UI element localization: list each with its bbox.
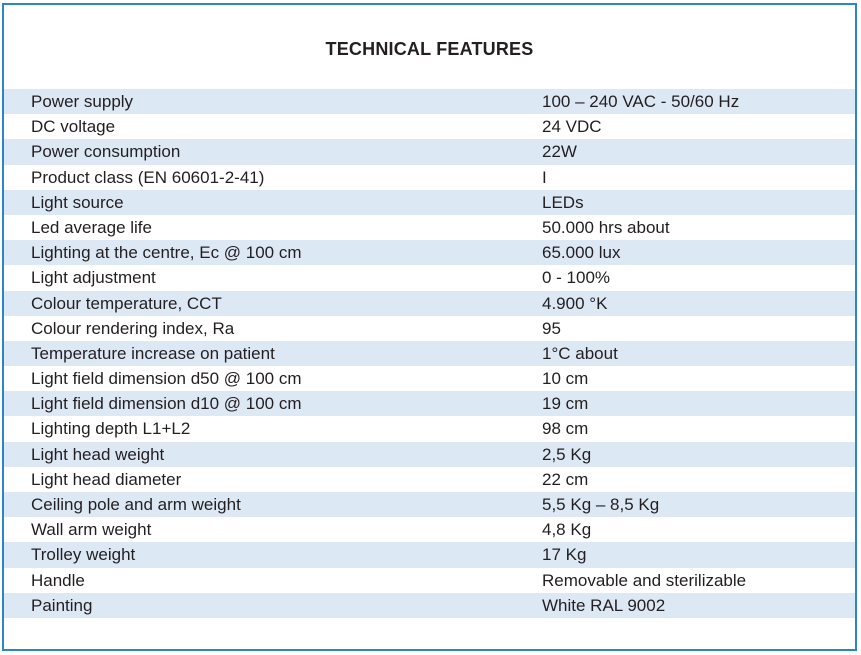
spec-label: Power supply	[31, 92, 134, 111]
spec-label: Light field dimension d50 @ 100 cm	[31, 369, 302, 389]
table-row	[4, 114, 855, 139]
table-row	[4, 542, 855, 567]
table-row	[4, 165, 855, 190]
spec-label: DC voltage	[31, 117, 116, 137]
spec-value: 22 cm	[542, 469, 589, 489]
table-row	[4, 240, 855, 265]
technical-features-panel	[2, 3, 857, 651]
spec-label: Painting	[31, 595, 93, 615]
spec-label: Power consumption	[31, 142, 181, 162]
spec-label: Light adjustment	[31, 268, 156, 288]
table-row	[4, 291, 855, 316]
table-row	[4, 366, 855, 391]
page-title: TECHNICAL FEATURES	[325, 39, 534, 59]
spec-label: Led average life	[31, 217, 152, 237]
spec-value: Removable and sterilizable	[542, 570, 747, 590]
spec-value: 100 – 240 VAC - 50/60 Hz	[542, 92, 740, 111]
spec-value: 50.000 hrs about	[542, 217, 670, 237]
table-row	[4, 316, 855, 341]
spec-value: 4.900 °K	[542, 293, 608, 313]
table-row	[4, 442, 855, 467]
spec-value: 1°C about	[542, 343, 618, 363]
spec-label: Light field dimension d10 @ 100 cm	[31, 394, 302, 414]
spec-value: 98 cm	[542, 419, 589, 439]
spec-label: Colour temperature, CCT	[31, 293, 222, 313]
table-row	[4, 568, 855, 593]
spec-value: White RAL 9002	[542, 595, 666, 615]
table-row	[4, 265, 855, 290]
spec-value: 0 - 100%	[542, 268, 611, 288]
table-row	[4, 492, 855, 517]
table-row	[4, 89, 855, 114]
spec-value: 24 VDC	[542, 117, 602, 137]
table-row	[4, 416, 855, 441]
spec-value: 2,5 Kg	[542, 444, 592, 464]
table-row	[4, 593, 855, 618]
table-row	[4, 190, 855, 215]
spec-label: Lighting depth L1+L2	[31, 419, 191, 439]
spec-label: Light source	[31, 192, 124, 212]
table-row	[4, 467, 855, 492]
spec-label: Trolley weight	[31, 545, 136, 565]
table-row	[4, 391, 855, 416]
table-row	[4, 139, 855, 164]
spec-label: Ceiling pole and arm weight	[31, 495, 241, 514]
spec-value: I	[542, 167, 547, 187]
spec-value: 65.000 lux	[542, 243, 621, 263]
spec-label: Temperature increase on patient	[31, 343, 275, 363]
spec-value: 95	[542, 318, 561, 338]
spec-value: 19 cm	[542, 394, 589, 414]
spec-value: 5,5 Kg – 8,5 Kg	[542, 495, 660, 514]
table-row	[4, 215, 855, 240]
spec-label: Handle	[31, 570, 85, 590]
spec-label: Lighting at the centre, Ec @ 100 cm	[31, 243, 302, 263]
spec-value: 22W	[542, 142, 577, 162]
table-row	[4, 341, 855, 366]
spec-value: 4,8 Kg	[542, 520, 592, 540]
spec-table	[4, 89, 855, 618]
spec-value: LEDs	[542, 192, 584, 212]
table-row	[4, 517, 855, 542]
spec-label: Wall arm weight	[31, 520, 152, 540]
spec-label: Light head weight	[31, 444, 165, 464]
spec-label: Colour rendering index, Ra	[31, 318, 235, 338]
spec-label: Product class (EN 60601-2-41)	[31, 167, 265, 187]
spec-value: 10 cm	[542, 369, 589, 389]
spec-label: Light head diameter	[31, 469, 182, 489]
spec-value: 17 Kg	[542, 545, 587, 565]
